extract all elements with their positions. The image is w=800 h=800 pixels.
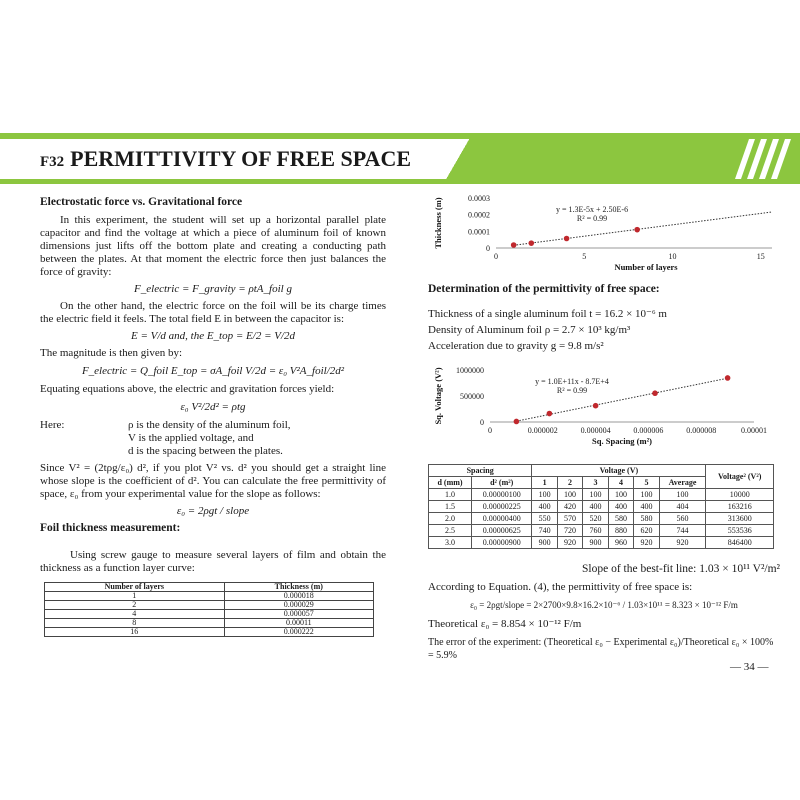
table-cell: 0.00000625 xyxy=(472,525,532,537)
table-cell: 520 xyxy=(583,513,608,525)
table-cell: 163216 xyxy=(706,501,774,513)
table-cell: 400 xyxy=(583,501,608,513)
table-cell: 880 xyxy=(608,525,633,537)
experiment-code: F32 xyxy=(40,154,65,170)
data-point xyxy=(564,236,570,242)
page-number: 34 xyxy=(743,661,755,673)
table-cell: 960 xyxy=(608,537,633,549)
definition-rho: ρ is the density of the aluminum foil, xyxy=(128,419,291,431)
table-row xyxy=(45,592,374,601)
table-cell: 740 xyxy=(532,525,557,537)
table-cell: 0.00000225 xyxy=(472,501,532,513)
header-voltage-squared: Voltage² (V²) xyxy=(706,465,774,489)
epsilon-calculation: ε₀ = 2ρgt/slope = 2×2700×9.8×16.2×10⁻⁶ / 1.03×10¹¹ = 8.323 × 10⁻¹² F/m xyxy=(470,600,738,610)
table-cell: 400 xyxy=(532,501,557,513)
foil-density-value: Density of Aluminum foil ρ = 2.7 × 10³ kg/m³ xyxy=(428,324,631,336)
table-cell: 1.0 xyxy=(429,489,472,501)
cell-layers: 4 xyxy=(45,610,225,619)
table-cell: 0.00000100 xyxy=(472,489,532,501)
table-cell: 100 xyxy=(583,489,608,501)
y-axis-label: Thickness (m) xyxy=(433,197,443,249)
thickness-chart-svg xyxy=(432,190,772,280)
table-cell: 900 xyxy=(532,537,557,549)
according-text: According to Equation. (4), the permittivity of free space is: xyxy=(428,581,693,593)
table-row xyxy=(45,619,374,628)
x-tick-label: 0.000002 xyxy=(527,426,558,435)
slope-result: Slope of the best-fit line: 1.03 × 10¹¹ V²/m² xyxy=(582,563,780,575)
y-axis-label: Sq. Voltage (V²) xyxy=(433,367,443,425)
here-label: Here: xyxy=(40,419,65,431)
table-cell: 100 xyxy=(634,489,659,501)
table-cell: 313600 xyxy=(706,513,774,525)
table-cell: 2.5 xyxy=(429,525,472,537)
header-layers: Number of layers xyxy=(45,583,225,592)
data-point xyxy=(547,411,553,417)
x-tick-label: 0.00001 xyxy=(741,426,767,435)
magnitude-text: The magnitude is then given by: xyxy=(40,347,183,359)
thickness-table xyxy=(44,582,374,637)
table-cell: 420 xyxy=(557,501,582,513)
cell-thickness: 0.00011 xyxy=(224,619,373,628)
intro-paragraph: In this experiment, the student will set up a horizontal parallel plate capacitor and find the voltage at which a piece of aluminum foil of known dimensions just lifts off the bottom plate and creating a conducting path between the plates. At that moment the electric force then just balances the force of gravity: xyxy=(40,214,386,278)
equation-force-balance: F_electric = F_gravity = ρtA_foil g xyxy=(134,283,292,295)
table-cell: 10000 xyxy=(706,489,774,501)
voltage-chart xyxy=(432,362,772,454)
fit-equation: y = 1.3E-5x + 2.50E-6 xyxy=(555,205,629,214)
table-cell: 0.00000900 xyxy=(472,537,532,549)
data-point xyxy=(514,419,520,425)
cell-layers: 1 xyxy=(45,592,225,601)
r-squared: R² = 0.99 xyxy=(576,214,608,223)
x-tick-label: 0.000004 xyxy=(580,426,611,435)
x-tick-label: 0 xyxy=(488,426,492,435)
thickness-chart xyxy=(432,190,772,280)
data-point xyxy=(528,240,534,246)
y-tick-label: 0 xyxy=(486,244,490,253)
x-tick-label: 5 xyxy=(582,252,587,261)
cell-thickness: 0.000222 xyxy=(224,628,373,637)
header-stripes xyxy=(725,139,800,179)
page-dash-right: — xyxy=(757,661,769,673)
table-cell: 900 xyxy=(583,537,608,549)
x-axis-label: Sq. Spacing (m²) xyxy=(592,436,652,446)
data-point xyxy=(725,375,731,381)
trendline xyxy=(514,211,772,245)
definitions-block xyxy=(40,419,386,458)
equation-field: E = V/d and, the E_top = E/2 = V/2d xyxy=(130,330,296,342)
plot-explanation-paragraph: Since V² = (2tρg/ε₀) d², if you plot V² vs. d² you should get a straight line whose slope is the coefficient of d². You can calculate the free permittivity of space, ε₀ from your experimental value for the slope as follows: xyxy=(40,462,386,500)
x-tick-label: 15 xyxy=(756,252,765,261)
table-cell: 744 xyxy=(659,525,706,537)
header-thickness: Thickness (m) xyxy=(224,583,373,592)
data-point xyxy=(593,403,599,409)
cell-thickness: 0.000029 xyxy=(224,601,373,610)
table-row xyxy=(45,610,374,619)
equating-text: Equating equations above, the electric and gravitation forces yield: xyxy=(40,383,335,395)
data-point xyxy=(634,227,640,233)
table-header-row xyxy=(45,583,374,592)
cell-layers: 2 xyxy=(45,601,225,610)
voltage-table-body xyxy=(429,489,774,549)
definitions-list xyxy=(128,419,291,458)
sub-header-cell: 4 xyxy=(608,477,633,489)
fit-equation: y = 1.0E+11x - 8.7E+4 xyxy=(535,377,609,386)
table-row xyxy=(429,537,774,549)
table-cell: 400 xyxy=(634,501,659,513)
data-point xyxy=(652,390,658,396)
table-cell: 100 xyxy=(659,489,706,501)
sub-header-cell: Average xyxy=(659,477,706,489)
table-row xyxy=(429,513,774,525)
foil-thickness-value: Thickness of a single aluminum foil t = 16.2 × 10⁻⁶ m xyxy=(428,308,667,320)
table-row xyxy=(45,601,374,610)
table-row xyxy=(45,628,374,637)
equation-electric-force: F_electric = Q_foil E_top = σA_foil V/2d = ε₀ V²A_foil/2d² xyxy=(81,365,345,377)
table-cell: 580 xyxy=(608,513,633,525)
voltage-table xyxy=(428,464,774,549)
table-cell: 1.5 xyxy=(429,501,472,513)
equation-balance: ε₀ V²/2d² = ρtg xyxy=(180,401,246,413)
right-column-top xyxy=(428,283,778,353)
table-cell: 0.00000400 xyxy=(472,513,532,525)
table-cell: 100 xyxy=(608,489,633,501)
table-cell: 720 xyxy=(557,525,582,537)
table-cell: 400 xyxy=(608,501,633,513)
electric-force-paragraph: On the other hand, the electric force on the foil will be its charge times the electric field it feels. The total field E in between the capacitor is: xyxy=(40,300,386,325)
table-group-header-row xyxy=(429,465,774,477)
table-cell: 920 xyxy=(634,537,659,549)
sub-header-cell: 1 xyxy=(532,477,557,489)
sub-header-cell: 3 xyxy=(583,477,608,489)
table-row xyxy=(429,489,774,501)
right-column-bottom xyxy=(428,563,780,662)
y-tick-label: 0.0003 xyxy=(468,194,490,203)
y-tick-label: 500000 xyxy=(460,392,484,401)
sub-header-cell: d (mm) xyxy=(429,477,472,489)
equation-epsilon: ε₀ = 2ρgt / slope xyxy=(176,505,250,517)
table-cell: 553536 xyxy=(706,525,774,537)
section-heading-foil-thickness: Foil thickness measurement: xyxy=(40,522,181,534)
y-tick-label: 0.0002 xyxy=(468,210,490,220)
title-text: PERMITTIVITY OF FREE SPACE xyxy=(70,146,411,171)
sub-header-cell: 2 xyxy=(557,477,582,489)
header-bottom-bar xyxy=(0,179,800,184)
left-column xyxy=(40,196,386,575)
group-header-spacing: Spacing xyxy=(429,465,532,477)
gravity-value: Acceleration due to gravity g = 9.8 m/s² xyxy=(428,340,604,352)
x-tick-label: 0 xyxy=(494,252,498,261)
table-cell: 570 xyxy=(557,513,582,525)
y-tick-label: 0 xyxy=(480,418,484,427)
table-cell: 846400 xyxy=(706,537,774,549)
table-row xyxy=(429,501,774,513)
x-axis-label: Number of layers xyxy=(614,262,678,272)
table-cell: 920 xyxy=(557,537,582,549)
x-tick-label: 10 xyxy=(668,252,677,261)
page-number-block xyxy=(730,661,769,673)
thickness-table-body xyxy=(45,592,374,637)
theoretical-value: Theoretical ε₀ = 8.854 × 10⁻¹² F/m xyxy=(428,618,582,630)
table-cell: 760 xyxy=(583,525,608,537)
table-cell: 100 xyxy=(557,489,582,501)
cell-layers: 16 xyxy=(45,628,225,637)
page-dash-left: — xyxy=(730,661,741,673)
data-point xyxy=(511,242,517,248)
sub-header-cell: 5 xyxy=(634,477,659,489)
table-cell: 404 xyxy=(659,501,706,513)
table-cell: 2.0 xyxy=(429,513,472,525)
x-tick-label: 0.000008 xyxy=(686,426,717,435)
error-result: The error of the experiment: (Theoretical ε₀ − Experimental ε₀)/Theoretical ε₀ × 100% = 5.9% xyxy=(428,637,774,661)
table-cell: 580 xyxy=(634,513,659,525)
table-cell: 920 xyxy=(659,537,706,549)
section-heading-determination: Determination of the permittivity of free space: xyxy=(428,283,660,295)
table-row xyxy=(429,525,774,537)
definition-spacing: d is the spacing between the plates. xyxy=(128,445,283,457)
y-tick-label: 0.0001 xyxy=(468,227,490,237)
page-title xyxy=(40,146,411,172)
cell-thickness: 0.000018 xyxy=(224,592,373,601)
table-cell: 550 xyxy=(532,513,557,525)
group-header-voltage: Voltage (V) xyxy=(532,465,706,477)
r-squared: R² = 0.99 xyxy=(556,386,588,395)
thickness-paragraph: Using screw gauge to measure several layers of film and obtain the thickness as a function layer curve: xyxy=(40,549,386,574)
y-tick-label: 1000000 xyxy=(456,366,484,375)
definition-voltage: V is the applied voltage, and xyxy=(128,432,254,444)
table-cell: 3.0 xyxy=(429,537,472,549)
cell-thickness: 0.000057 xyxy=(224,610,373,619)
x-tick-label: 0.000006 xyxy=(633,426,664,435)
table-cell: 100 xyxy=(532,489,557,501)
table-cell: 620 xyxy=(634,525,659,537)
table-cell: 560 xyxy=(659,513,706,525)
section-heading-electrostatic: Electrostatic force vs. Gravitational force xyxy=(40,196,243,208)
voltage-chart-svg xyxy=(432,362,772,454)
cell-layers: 8 xyxy=(45,619,225,628)
sub-header-cell: d² (m²) xyxy=(472,477,532,489)
